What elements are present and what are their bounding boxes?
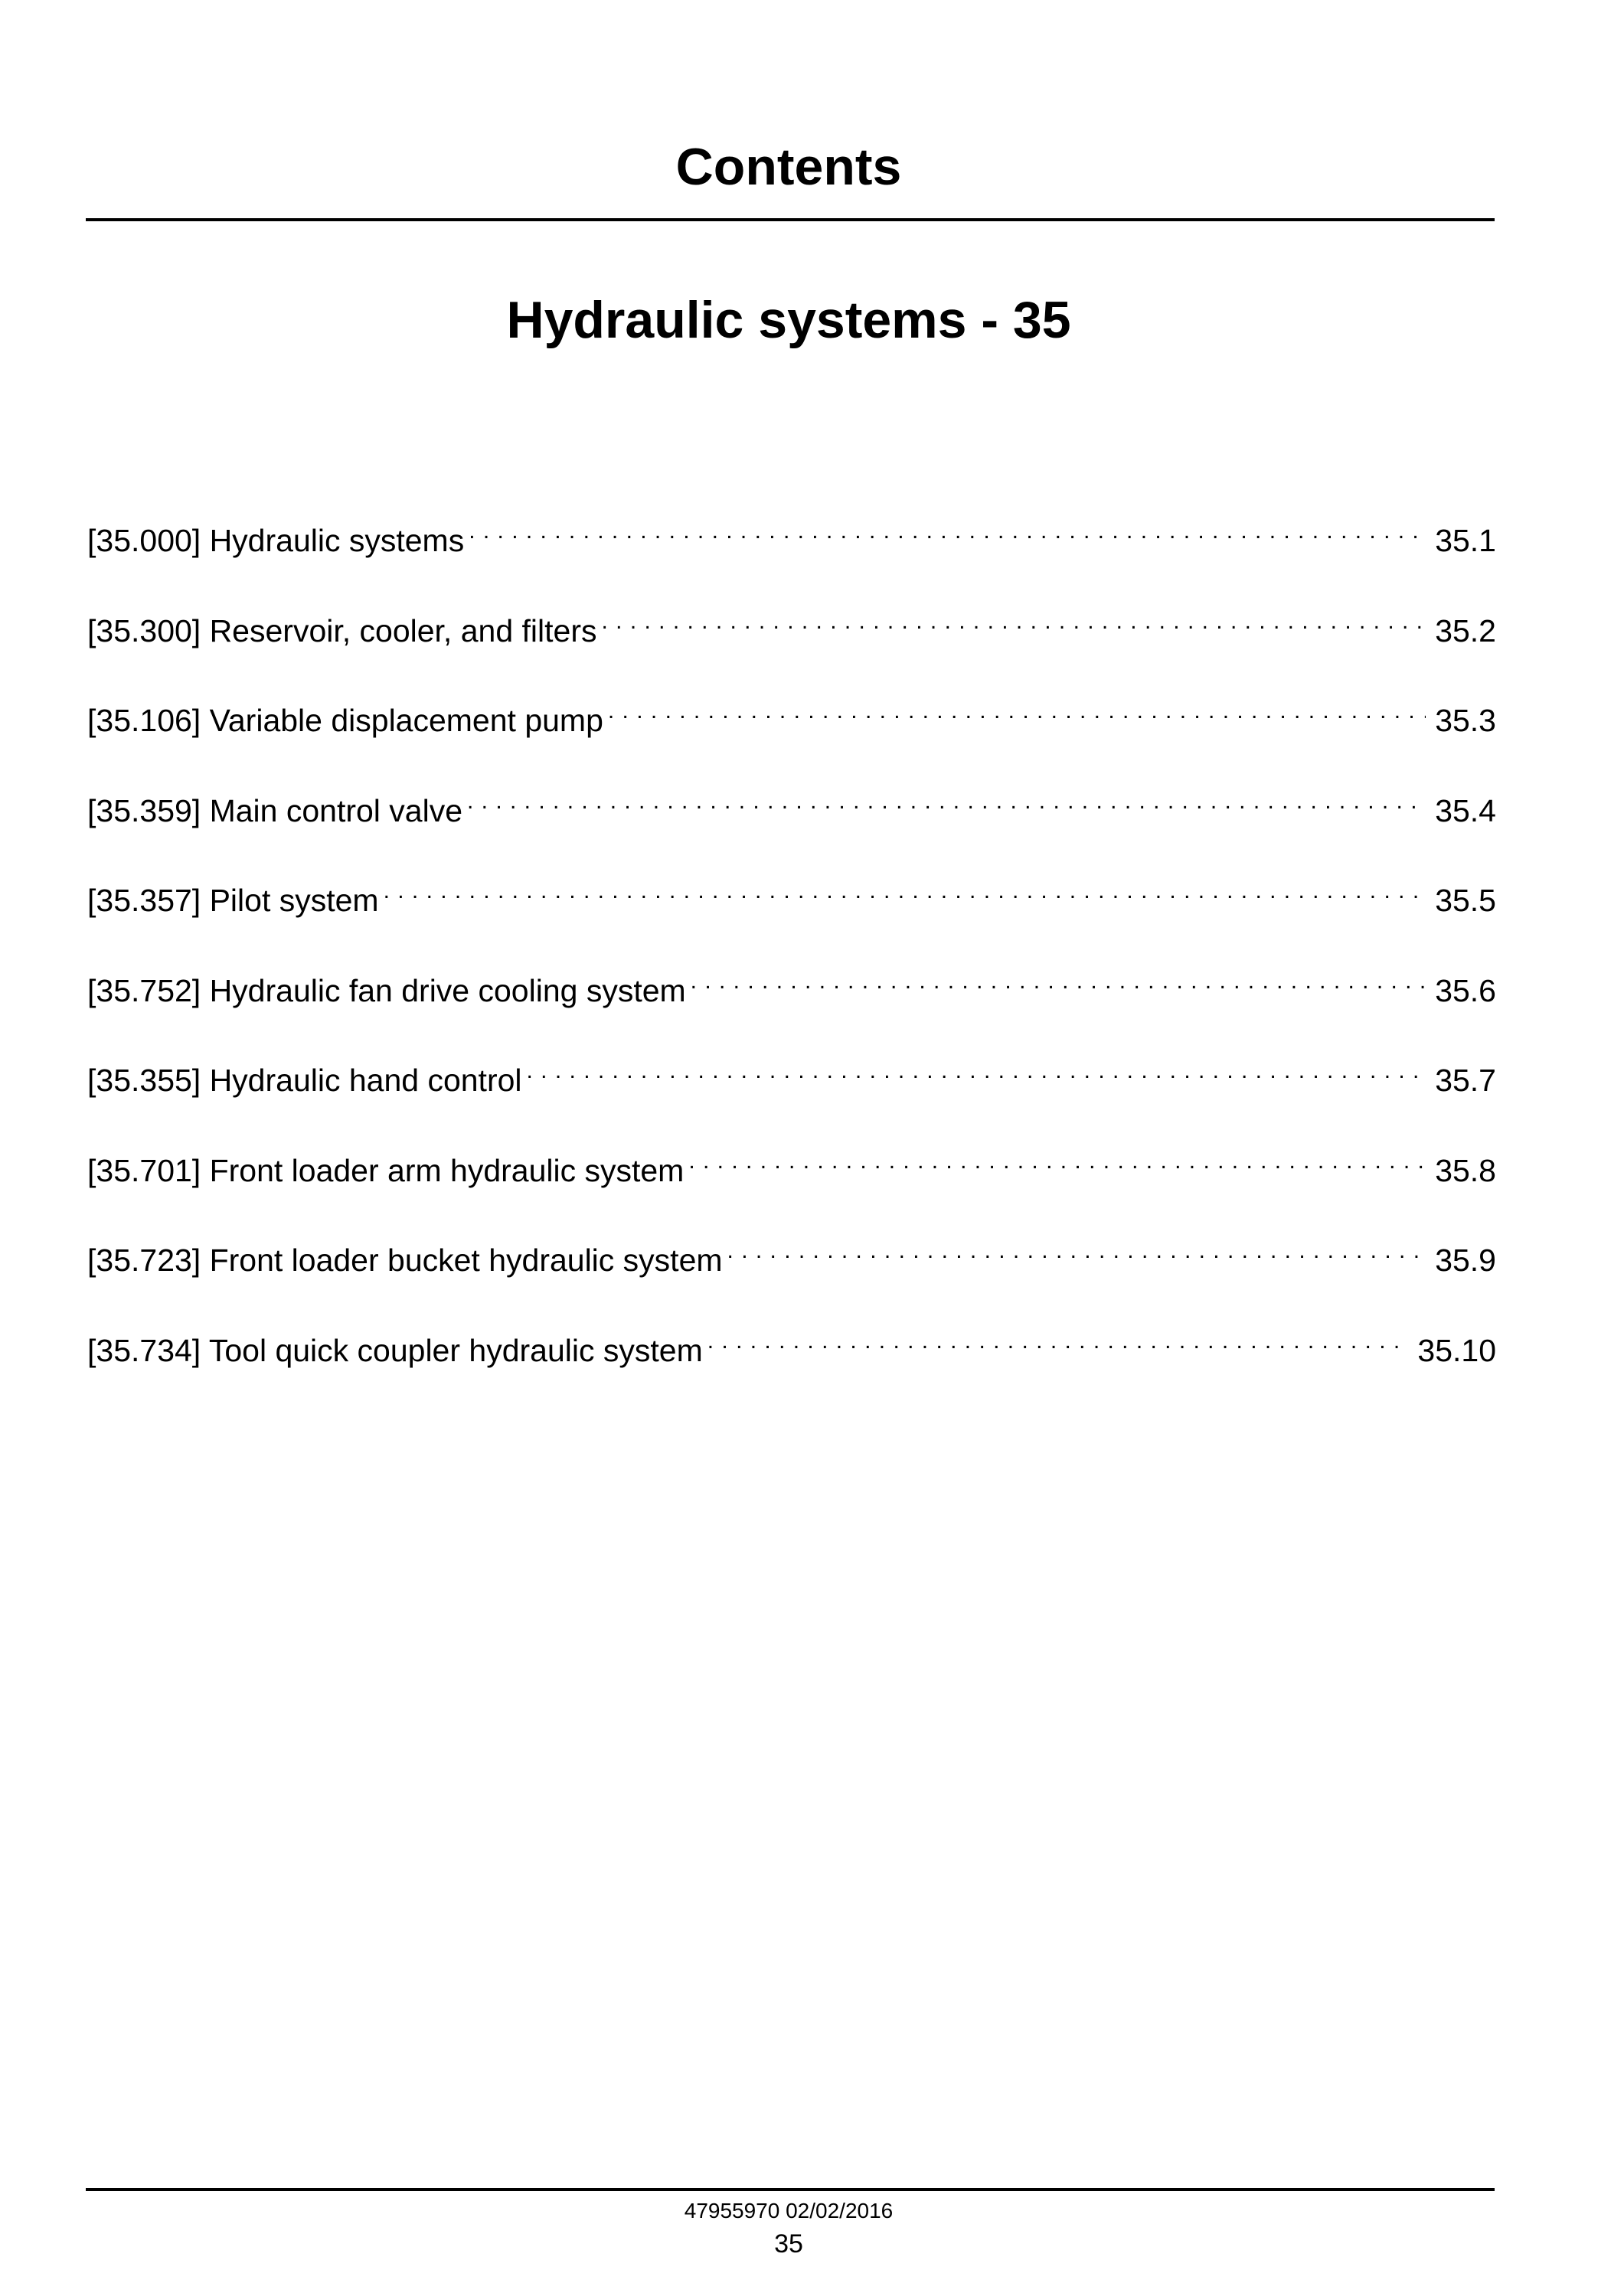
toc-entry-page: 35.6 <box>1435 972 1496 1008</box>
footer-document-id: 47955970 02/02/2016 <box>684 2199 894 2223</box>
toc-entry-label: [35.723] Front loader bucket hydraulic system <box>87 1243 723 1278</box>
toc-entry-page: 35.2 <box>1435 612 1496 648</box>
dot-leader <box>691 955 1426 1001</box>
dot-leader <box>467 776 1426 821</box>
toc-entry-page: 35.5 <box>1435 883 1496 918</box>
toc-entry-label: [35.701] Front loader arm hydraulic system <box>87 1152 685 1188</box>
toc-entry-page: 35.4 <box>1435 792 1496 828</box>
toc-entry-label: [35.357] Pilot system <box>87 883 379 918</box>
toc-entry-page: 35.3 <box>1435 703 1496 738</box>
toc-entry-label: [35.106] Variable displacement pump <box>87 703 603 738</box>
toc-entry-page: 35.8 <box>1435 1152 1496 1188</box>
toc-entry-page: 35.9 <box>1435 1243 1496 1278</box>
table-of-contents <box>87 505 1496 1405</box>
toc-entry-35-355[interactable] <box>87 1045 1496 1135</box>
page-title: Contents <box>675 138 902 196</box>
dot-leader <box>727 1225 1426 1271</box>
toc-entry-label: [35.355] Hydraulic hand control <box>87 1063 522 1098</box>
dot-leader <box>707 1315 1410 1361</box>
toc-entry-label: [35.300] Reservoir, cooler, and filters <box>87 612 597 648</box>
toc-entry-35-701[interactable] <box>87 1135 1496 1226</box>
toc-entry-label: [35.359] Main control valve <box>87 792 462 828</box>
footer-divider <box>86 2188 1495 2191</box>
toc-entry-label: [35.000] Hydraulic systems <box>87 523 465 558</box>
toc-entry-label: [35.734] Tool quick coupler hydraulic system <box>87 1332 703 1368</box>
dot-leader <box>688 1135 1426 1181</box>
toc-entry-35-359[interactable] <box>87 776 1496 866</box>
toc-entry-page: 35.1 <box>1435 523 1496 558</box>
dot-leader <box>608 685 1426 731</box>
dot-leader <box>384 865 1426 911</box>
toc-entry-35-357[interactable] <box>87 865 1496 955</box>
dot-leader <box>527 1045 1426 1091</box>
toc-entry-label: [35.752] Hydraulic fan drive cooling system <box>87 972 686 1008</box>
toc-entry-35-000[interactable] <box>87 505 1496 596</box>
section-title: Hydraulic systems - 35 <box>506 291 1071 349</box>
footer-page-number: 35 <box>774 2229 803 2258</box>
header-divider <box>86 218 1495 221</box>
toc-entry-35-723[interactable] <box>87 1225 1496 1315</box>
toc-entry-page: 35.10 <box>1417 1332 1496 1368</box>
toc-entry-35-300[interactable] <box>87 596 1496 686</box>
toc-entry-35-106[interactable] <box>87 685 1496 776</box>
toc-entry-35-752[interactable] <box>87 955 1496 1046</box>
dot-leader <box>469 505 1426 551</box>
dot-leader <box>601 596 1426 642</box>
toc-entry-page: 35.7 <box>1435 1063 1496 1098</box>
toc-entry-35-734[interactable] <box>87 1315 1496 1406</box>
